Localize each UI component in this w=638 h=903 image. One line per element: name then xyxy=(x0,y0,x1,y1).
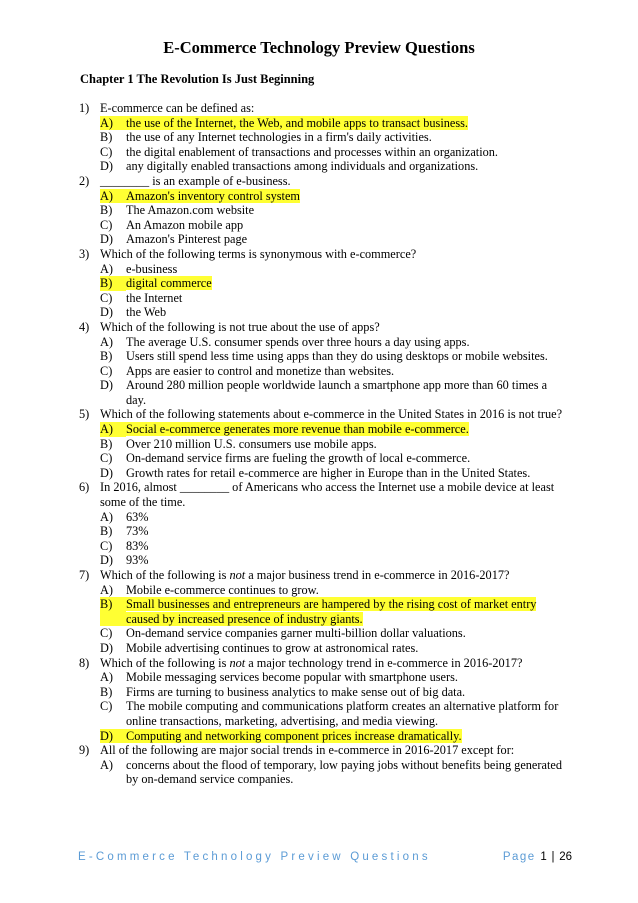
question-text-emphasis: not xyxy=(229,568,246,582)
question-text-part: Which of the following is xyxy=(100,568,230,582)
option-text: the use of any Internet technologies in a firm's daily activities. xyxy=(126,130,432,145)
option-text: the Web xyxy=(126,305,167,320)
answer-option xyxy=(79,335,569,350)
option-letter: C) xyxy=(100,363,113,378)
footer-page-word: Page xyxy=(502,851,536,863)
option-letter: C) xyxy=(100,290,113,305)
question-number: 2) xyxy=(79,173,90,188)
question-text-emphasis: not xyxy=(229,655,246,670)
answer-option xyxy=(79,130,569,145)
option-text: Computing and networking component prices increase dramatically. xyxy=(126,728,462,743)
option-letter: C) xyxy=(100,451,113,466)
option-letter: A) xyxy=(100,189,126,204)
option-letter: D) xyxy=(100,465,113,480)
question-text-part: a major business trend in e-commerce in 2016-2017? xyxy=(245,568,510,582)
option-text: e-business xyxy=(126,261,178,276)
answer-option xyxy=(79,145,569,160)
option-text: 83% xyxy=(126,538,149,553)
option-text: Mobile messaging services become popular with smartphone users. xyxy=(126,670,458,685)
answer-option xyxy=(79,758,569,787)
chapter-heading: Chapter 1 The Revolution Is Just Beginning xyxy=(80,72,315,86)
answer-option xyxy=(79,364,569,379)
question-number: 3) xyxy=(79,246,90,261)
option-text: concerns about the flood of temporary, low paying jobs without benefits being generated by on-demand service companies. xyxy=(126,757,562,787)
answer-option-highlighted xyxy=(79,276,569,291)
answer-option xyxy=(79,466,569,481)
option-letter: D) xyxy=(100,378,113,393)
option-text: Amazon's inventory control system xyxy=(126,188,300,203)
option-letter: D) xyxy=(100,553,113,568)
question-text: Which of the following is not true about the use of apps? xyxy=(100,319,380,334)
option-text: Mobile advertising continues to grow at astronomical rates. xyxy=(126,640,419,655)
option-text: the digital enablement of transactions and processes within an organization. xyxy=(126,144,498,159)
answer-option-highlighted xyxy=(79,189,569,204)
answer-option xyxy=(79,553,569,568)
question-item xyxy=(79,247,569,320)
page-footer xyxy=(78,851,572,863)
page-title: E-Commerce Technology Preview Questions xyxy=(163,38,475,57)
option-letter: A) xyxy=(100,261,113,276)
option-text: The mobile computing and communications platform creates an alternative platform for online transactions, marketing, advertising, and media viewing. xyxy=(126,699,559,728)
answer-option xyxy=(79,159,569,174)
question-list xyxy=(79,101,569,787)
option-text: 63% xyxy=(126,509,149,524)
question-text: In 2016, almost ________ of Americans who access the Internet use a mobile device at least some of the time. xyxy=(100,480,555,510)
footer-separator: | xyxy=(551,851,555,863)
question-number: 9) xyxy=(79,743,90,758)
option-letter: C) xyxy=(100,217,113,232)
option-letter: C) xyxy=(100,626,113,641)
question-item xyxy=(79,743,569,787)
answer-option xyxy=(79,699,569,728)
option-letter: B) xyxy=(100,130,113,145)
answer-option-highlighted xyxy=(79,597,569,626)
option-letter: D) xyxy=(100,640,113,655)
option-letter: B) xyxy=(100,524,113,539)
footer-page-number: 1 xyxy=(540,851,547,863)
option-text: Users still spend less time using apps than they do using desktops or mobile websites. xyxy=(126,349,548,364)
footer-page-info xyxy=(503,851,572,863)
question-text: All of the following are major social trends in e-commerce in 2016-2017 except for: xyxy=(100,743,515,758)
option-text: Around 280 million people worldwide launch a smartphone app more than 60 times a day. xyxy=(126,378,548,407)
option-text: the use of the Internet, the Web, and mobile apps to transact business. xyxy=(126,115,468,130)
option-text: any digitally enabled transactions among individuals and organizations. xyxy=(126,159,479,174)
option-text: Social e-commerce generates more revenue than mobile e-commerce. xyxy=(126,422,469,437)
question-item xyxy=(79,174,569,247)
answer-option xyxy=(79,524,569,539)
option-text: the Internet xyxy=(126,290,183,305)
answer-option xyxy=(79,685,569,700)
question-text xyxy=(100,656,569,671)
answer-option xyxy=(79,262,569,277)
answer-option xyxy=(79,349,569,364)
option-text: Amazon's Pinterest page xyxy=(126,232,248,247)
option-text: digital commerce xyxy=(126,276,212,291)
question-item xyxy=(79,320,569,408)
question-number: 8) xyxy=(79,655,90,670)
question-item xyxy=(79,407,569,480)
answer-option xyxy=(79,670,569,685)
question-text: ________ is an example of e-business. xyxy=(100,173,291,188)
answer-option-highlighted xyxy=(79,729,569,744)
answer-option xyxy=(79,451,569,466)
option-text: An Amazon mobile app xyxy=(126,217,244,232)
option-text: Growth rates for retail e-commerce are higher in Europe than in the United States. xyxy=(126,465,531,480)
question-item xyxy=(79,656,569,744)
option-letter: A) xyxy=(100,334,113,349)
option-letter: A) xyxy=(100,509,113,524)
answer-option xyxy=(79,641,569,656)
option-text: 93% xyxy=(126,553,149,568)
option-text: The average U.S. consumer spends over three hours a day using apps. xyxy=(126,334,470,349)
answer-option xyxy=(79,305,569,320)
option-letter: D) xyxy=(100,305,113,320)
question-text: Which of the following statements about e-commerce in the United States in 2016 is not true? xyxy=(100,407,563,422)
option-text: Mobile e-commerce continues to grow. xyxy=(126,582,319,597)
answer-option xyxy=(79,539,569,554)
option-letter: B) xyxy=(100,276,126,291)
option-letter: A) xyxy=(100,422,126,437)
option-text: On-demand service firms are fueling the growth of local e-commerce. xyxy=(126,451,471,466)
answer-option xyxy=(79,203,569,218)
question-text-part: Which of the following is xyxy=(100,655,230,670)
question-text: Which of the following terms is synonymous with e-commerce? xyxy=(100,246,417,261)
option-letter: D) xyxy=(100,159,113,174)
question-number: 7) xyxy=(79,568,90,582)
option-text: 73% xyxy=(126,524,149,539)
answer-option xyxy=(79,437,569,452)
option-text: The Amazon.com website xyxy=(126,203,255,218)
answer-option xyxy=(79,218,569,233)
option-letter: C) xyxy=(100,144,113,159)
answer-option-highlighted xyxy=(79,116,569,131)
answer-option xyxy=(79,232,569,247)
option-letter: D) xyxy=(100,232,113,247)
option-letter: A) xyxy=(100,582,113,597)
option-letter: B) xyxy=(100,684,113,699)
question-number: 5) xyxy=(79,407,90,422)
option-letter: B) xyxy=(100,203,113,218)
question-item xyxy=(79,101,569,174)
question-item xyxy=(79,480,569,568)
footer-page-total: 26 xyxy=(559,851,572,863)
option-letter: C) xyxy=(100,699,113,714)
option-letter: A) xyxy=(100,757,113,772)
option-letter: B) xyxy=(100,349,113,364)
option-text: Small businesses and entrepreneurs are hampered by the rising cost of market entry caused by increased presence of industry giants. xyxy=(126,597,537,626)
option-letter: A) xyxy=(100,670,113,685)
option-letter: A) xyxy=(100,116,126,131)
answer-option-highlighted xyxy=(79,422,569,437)
option-text: On-demand service companies garner multi-billion dollar valuations. xyxy=(126,626,466,641)
option-letter: C) xyxy=(100,538,113,553)
question-text-part: a major technology trend in e-commerce in 2016-2017? xyxy=(245,655,523,670)
answer-option xyxy=(79,291,569,306)
option-letter: D) xyxy=(100,729,126,744)
footer-title: E-Commerce Technology Preview Questions xyxy=(78,851,431,863)
option-text: Over 210 million U.S. consumers use mobile apps. xyxy=(126,436,377,451)
question-item xyxy=(79,568,569,656)
question-text xyxy=(100,568,569,583)
question-number: 6) xyxy=(79,480,90,495)
option-letter: B) xyxy=(100,597,126,626)
answer-option xyxy=(79,510,569,525)
option-text: Firms are turning to business analytics to make sense out of big data. xyxy=(126,684,466,699)
option-letter: B) xyxy=(100,436,113,451)
question-number: 1) xyxy=(79,101,90,115)
option-text: Apps are easier to control and monetize than websites. xyxy=(126,363,395,378)
answer-option xyxy=(79,378,569,407)
answer-option xyxy=(79,626,569,641)
question-number: 4) xyxy=(79,319,90,334)
question-text: E-commerce can be defined as: xyxy=(100,101,255,115)
answer-option xyxy=(79,583,569,598)
